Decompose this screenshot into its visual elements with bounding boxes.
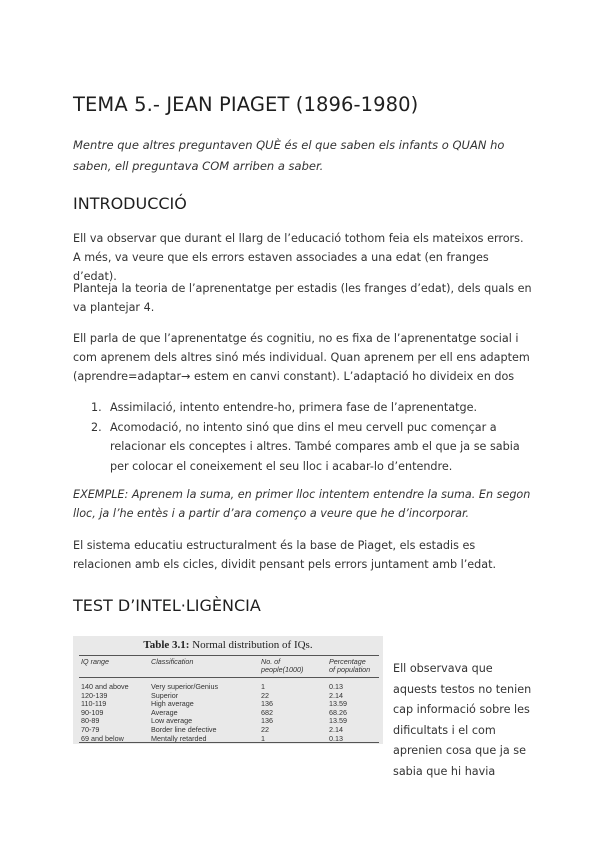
adaptation-list — [73, 398, 533, 476]
cell-classification: High average — [151, 699, 194, 709]
page-title: TEMA 5.- JEAN PIAGET (1896-1980) — [73, 93, 419, 116]
cell-classification: Average — [151, 707, 178, 717]
cell-iq-range: 110-119 — [81, 699, 107, 709]
cell-iq-range: 120-139 — [81, 690, 108, 700]
cell-iq-range: 80-89 — [81, 716, 100, 726]
intro-paragraph-3: Ell parla de que l’aprenentatge és cognitiu, no es fixa de l’aprenentatge social i com aprenem dels altres sinó més individual. Quan aprenem per ell ens adaptem (aprendre=adaptar→ estem en canvi constant). L’adaptació ho divideix en dos — [73, 332, 530, 383]
cell-iq-range: 90-109 — [81, 707, 104, 717]
example-paragraph: EXEMPLE: Aprenem la suma, en primer lloc intentem entendre la suma. En segon lloc, ja l’he entès i a partir d’ara començo a veure que he d’incorporar. — [73, 488, 531, 520]
table-rule-bottom — [79, 742, 379, 743]
list-text: Assimilació, intento entendre-ho, primera fase de l’aprenentatge. — [110, 401, 478, 414]
table-rule-top — [79, 655, 379, 656]
table-header-people-line1: No. of — [261, 657, 281, 666]
cell-people: 682 — [261, 707, 273, 717]
cell-classification: Mentally retarded — [151, 733, 207, 743]
cell-percentage: 0.13 — [329, 733, 343, 743]
list-item — [73, 398, 533, 418]
table-header-classification: Classification — [151, 657, 194, 666]
cell-people: 136 — [261, 716, 273, 726]
cell-iq-range: 70-79 — [81, 725, 100, 734]
cell-people: 1 — [261, 682, 265, 691]
cell-classification: Superior — [151, 690, 179, 700]
cell-people: 22 — [261, 690, 269, 700]
cell-iq-range: 69 and below — [81, 733, 124, 743]
table-header-percentage-line2: of population — [329, 665, 371, 674]
cell-people: 136 — [261, 699, 273, 709]
cell-iq-range: 140 and above — [81, 682, 129, 691]
cell-percentage: 68.26 — [329, 707, 347, 717]
cell-classification: Border line defective — [151, 725, 217, 734]
table-header-iq-range: IQ range — [81, 657, 109, 666]
intro-paragraph-4: El sistema educatiu estructuralment és la base de Piaget, els estadis es relacionen amb els cicles, dividit pensant pels errors juntament amb l’edat. — [73, 539, 497, 571]
iq-distribution-table-image — [73, 636, 383, 744]
list-text: Acomodació, no intento sinó que dins el meu cervell puc començar a relacionar els conceptes i altres. També compares amb el que ja se sabia per colocar el coneixement el seu lloc i acabar-lo d’entendre. — [110, 420, 520, 473]
table-rule-header — [79, 677, 379, 678]
intro-paragraph-2: Planteja la teoria de l’aprenentatge per estadis (les franges d’edat), dels quals en va plantejar 4. — [73, 282, 532, 314]
cell-percentage: 0.13 — [329, 682, 343, 691]
list-number: 2. — [91, 420, 102, 434]
table-header-people — [261, 658, 303, 674]
list-number: 1. — [91, 401, 102, 414]
table-caption-label: Table 3.1: — [143, 639, 190, 651]
list-item — [73, 418, 533, 477]
table-caption-text: Normal distribution of IQs. — [189, 639, 313, 651]
table-header-people-line2: people(1000) — [261, 665, 304, 674]
cell-people: 1 — [261, 733, 265, 743]
cell-classification: Very superior/Genius — [151, 682, 219, 691]
section-heading-test: TEST D’INTEL·LIGÈNCIA — [73, 596, 261, 615]
table-caption — [73, 639, 383, 651]
cell-percentage: 13.59 — [329, 716, 347, 726]
cell-classification: Low average — [151, 716, 193, 726]
cell-percentage: 2.14 — [329, 725, 343, 734]
cell-people: 22 — [261, 725, 269, 734]
cell-percentage: 13.59 — [329, 699, 347, 709]
test-side-paragraph: Ell observava que aquests testos no tenien cap informació sobre les dificultats i el com aprenien cosa que ja se sabia que hi havia — [393, 662, 532, 778]
section-heading-introduccio: INTRODUCCIÓ — [73, 194, 187, 213]
table-header-percentage-line1: Percentage — [329, 657, 366, 666]
cell-percentage: 2.14 — [329, 690, 343, 700]
subtitle-quote: Mentre que altres preguntaven QUÈ és el que saben els infants o QUAN ho saben, ell preguntava COM arriben a saber. — [73, 138, 505, 173]
table-header-percentage — [329, 658, 370, 674]
intro-paragraph-1: Ell va observar que durant el llarg de l’educació tothom feia els mateixos errors. A més, va veure que els errors estaven associades a una edat (en franges d’edat). — [73, 232, 524, 283]
